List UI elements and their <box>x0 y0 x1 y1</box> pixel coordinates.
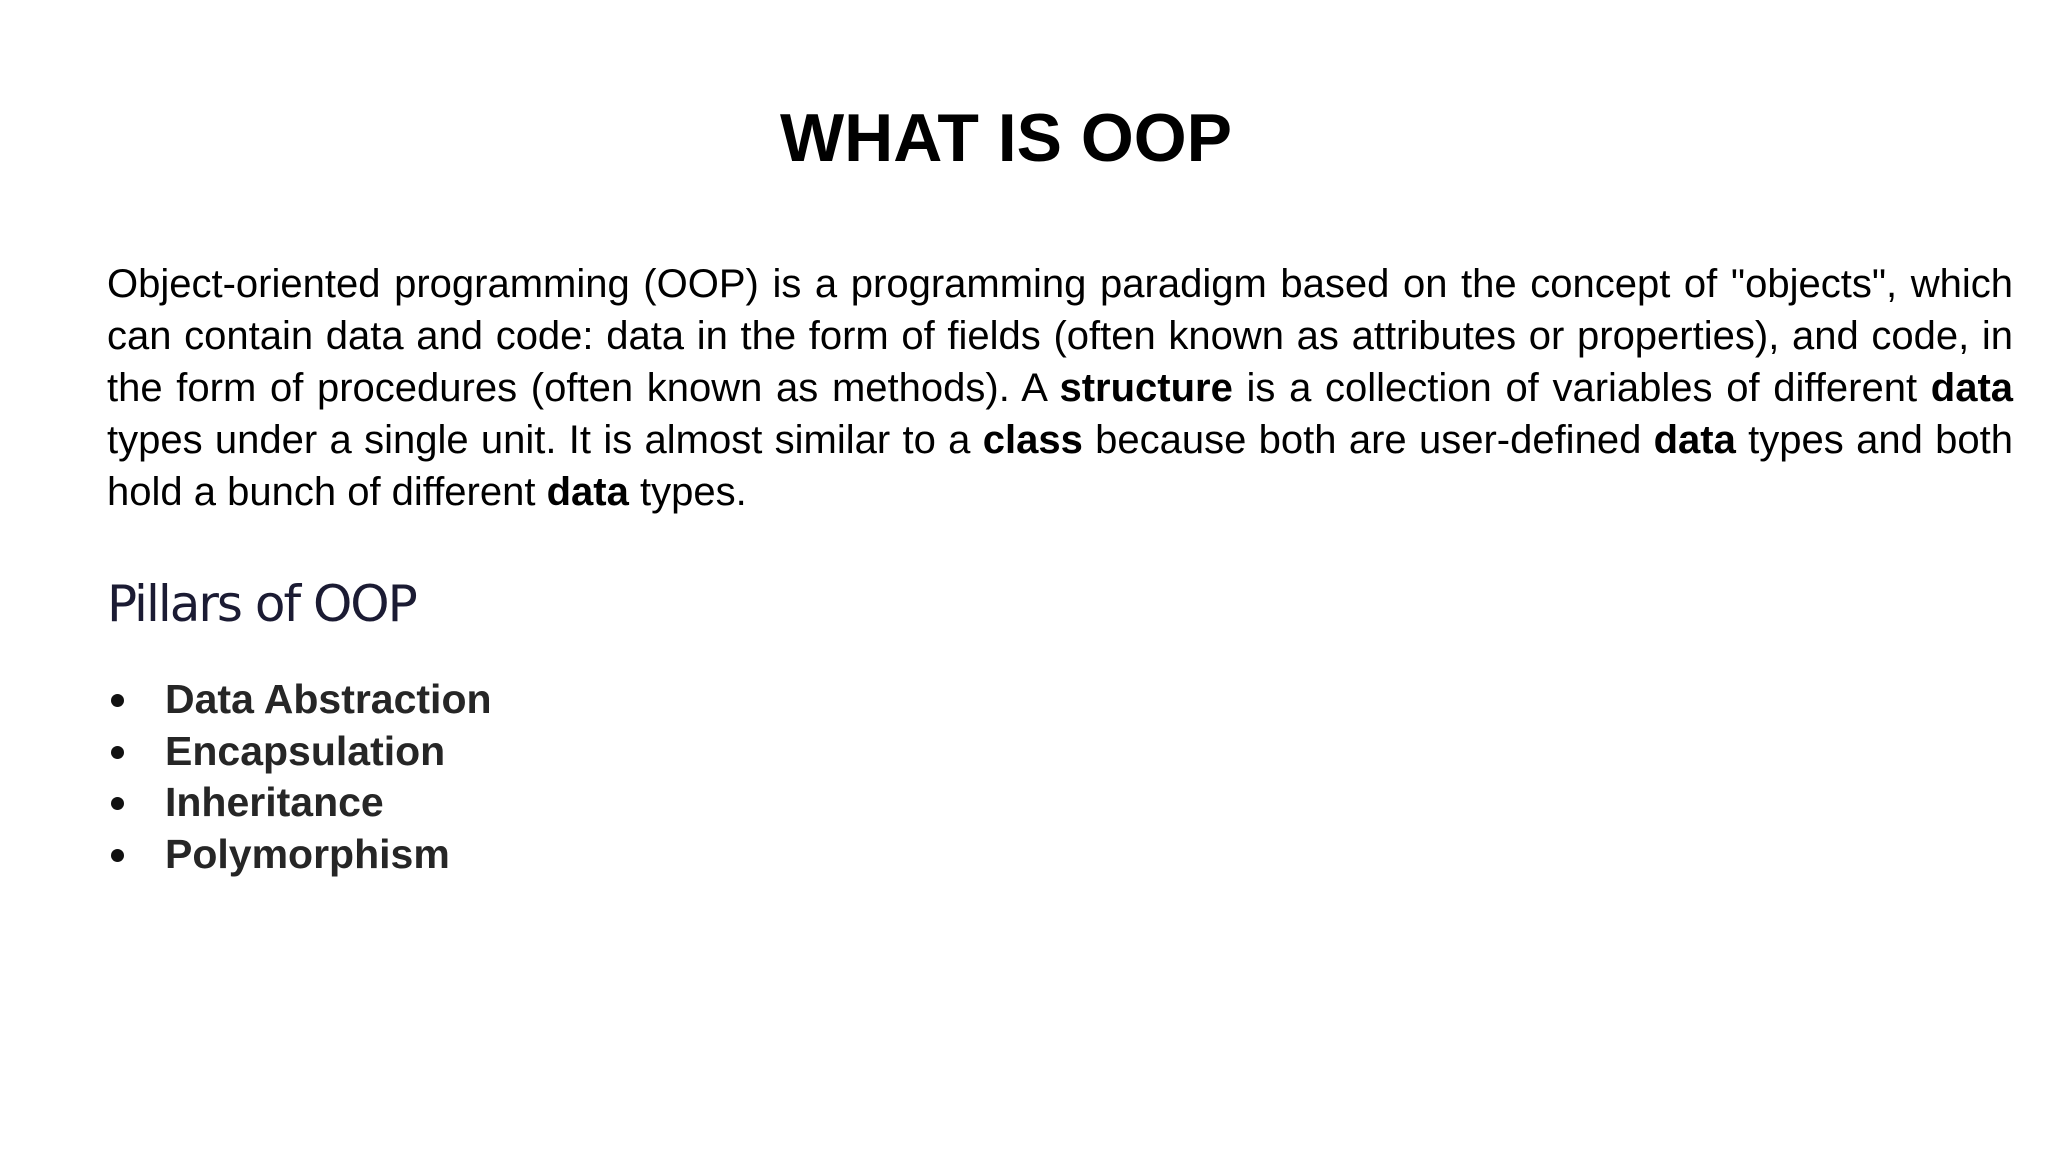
intro-bold-term: structure <box>1059 366 1233 410</box>
intro-bold-term: class <box>982 418 1083 462</box>
intro-bold-term: data <box>1653 418 1736 462</box>
pillars-heading: Pillars of OOP <box>107 575 416 633</box>
pillar-label: Polymorphism <box>165 830 450 877</box>
intro-bold-term: data <box>546 470 629 514</box>
intro-text: Object-oriented programming (OOP) is a programming paradigm based on the concept of "objects", which can contain data and code: data in the form of fields (often known as attributes or properties), and code, in the form of procedures (often known as methods). A <box>107 262 2013 410</box>
intro-paragraph <box>107 258 2013 518</box>
pillar-label: Inheritance <box>165 779 384 825</box>
intro-text: is a collection of variables of different <box>1232 366 1931 410</box>
bullet-icon <box>111 797 124 810</box>
pillars-list <box>107 674 492 880</box>
intro-text: types and both hold a bunch of different <box>107 418 2013 514</box>
intro-text: types. <box>628 470 747 514</box>
bullet-icon <box>111 849 124 862</box>
intro-text: because both are user-defined <box>1082 418 1654 462</box>
intro-bold-term: data <box>1930 366 2014 410</box>
slide-title: WHAT IS OOP <box>779 100 1233 176</box>
pillar-item <box>107 829 492 881</box>
pillar-item <box>107 674 492 726</box>
pillar-item <box>107 726 492 778</box>
pillar-label: Encapsulation <box>165 727 446 774</box>
pillar-label: Data Abstraction <box>165 676 492 722</box>
pillar-item <box>107 777 492 829</box>
intro-text: types under a single unit. It is almost similar to a <box>107 418 983 462</box>
bullet-icon <box>111 694 124 707</box>
bullet-icon <box>111 746 124 759</box>
